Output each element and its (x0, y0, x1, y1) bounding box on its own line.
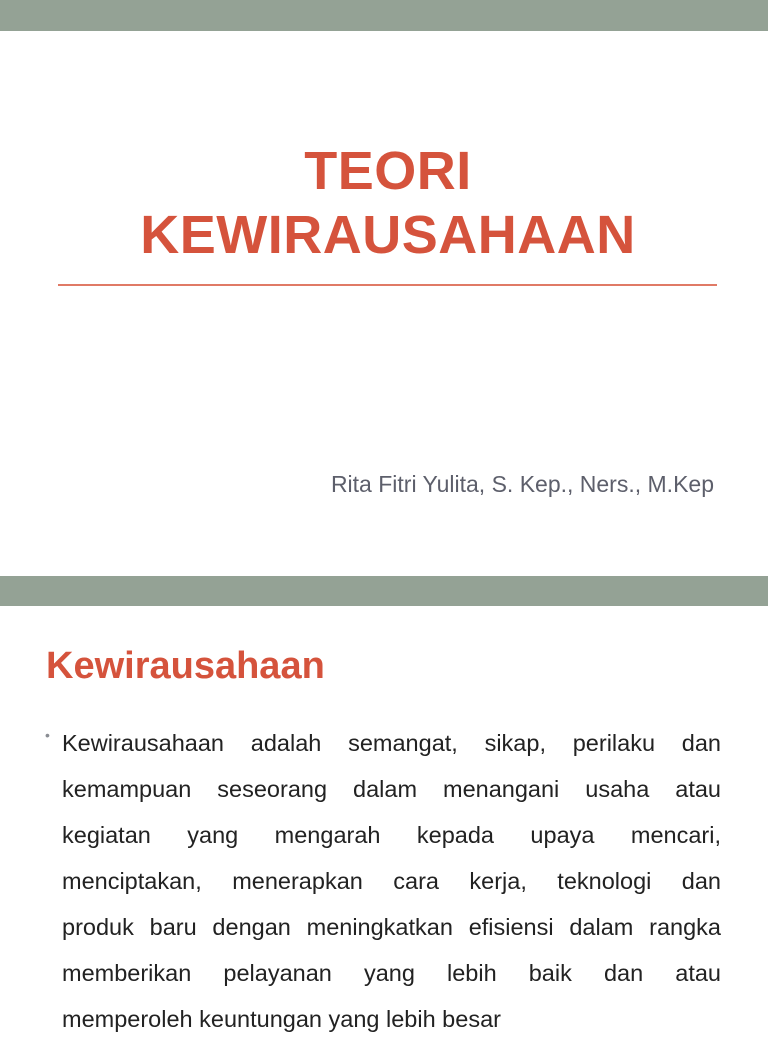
bullet-marker: • (45, 727, 50, 743)
content-slide (0, 606, 768, 1032)
author-subtitle: Rita Fitri Yulita, S. Kep., Ners., M.Kep (330, 471, 714, 497)
slide-title (0, 139, 768, 267)
bullet-line: menciptakan, menerapkan cara kerja, teknologi dan (62, 868, 721, 894)
bullet-line: memperoleh keuntungan yang lebih besar (62, 1006, 501, 1032)
content-heading: Kewirausahaan (46, 645, 325, 687)
slide-title-line-1: TEORI (304, 141, 472, 201)
bullet-paragraph (62, 720, 721, 1042)
bullet-line: kegiatan yang mengarah kepada upaya mencari, (62, 822, 721, 848)
bullet-line: Kewirausahaan adalah semangat, sikap, perilaku dan (62, 730, 721, 756)
bullet-line: kemampuan seseorang dalam menangani usaha atau (62, 776, 721, 802)
title-divider (58, 284, 717, 286)
title-slide (0, 31, 768, 576)
slide-title-line-2: KEWIRAUSAHAAN (140, 205, 636, 265)
bullet-line: produk baru dengan meningkatkan efisiensi dalam rangka (62, 914, 721, 940)
bullet-line: memberikan pelayanan yang lebih baik dan atau (62, 960, 721, 986)
top-slide-border (0, 0, 768, 31)
slide-separator-band (0, 576, 768, 606)
